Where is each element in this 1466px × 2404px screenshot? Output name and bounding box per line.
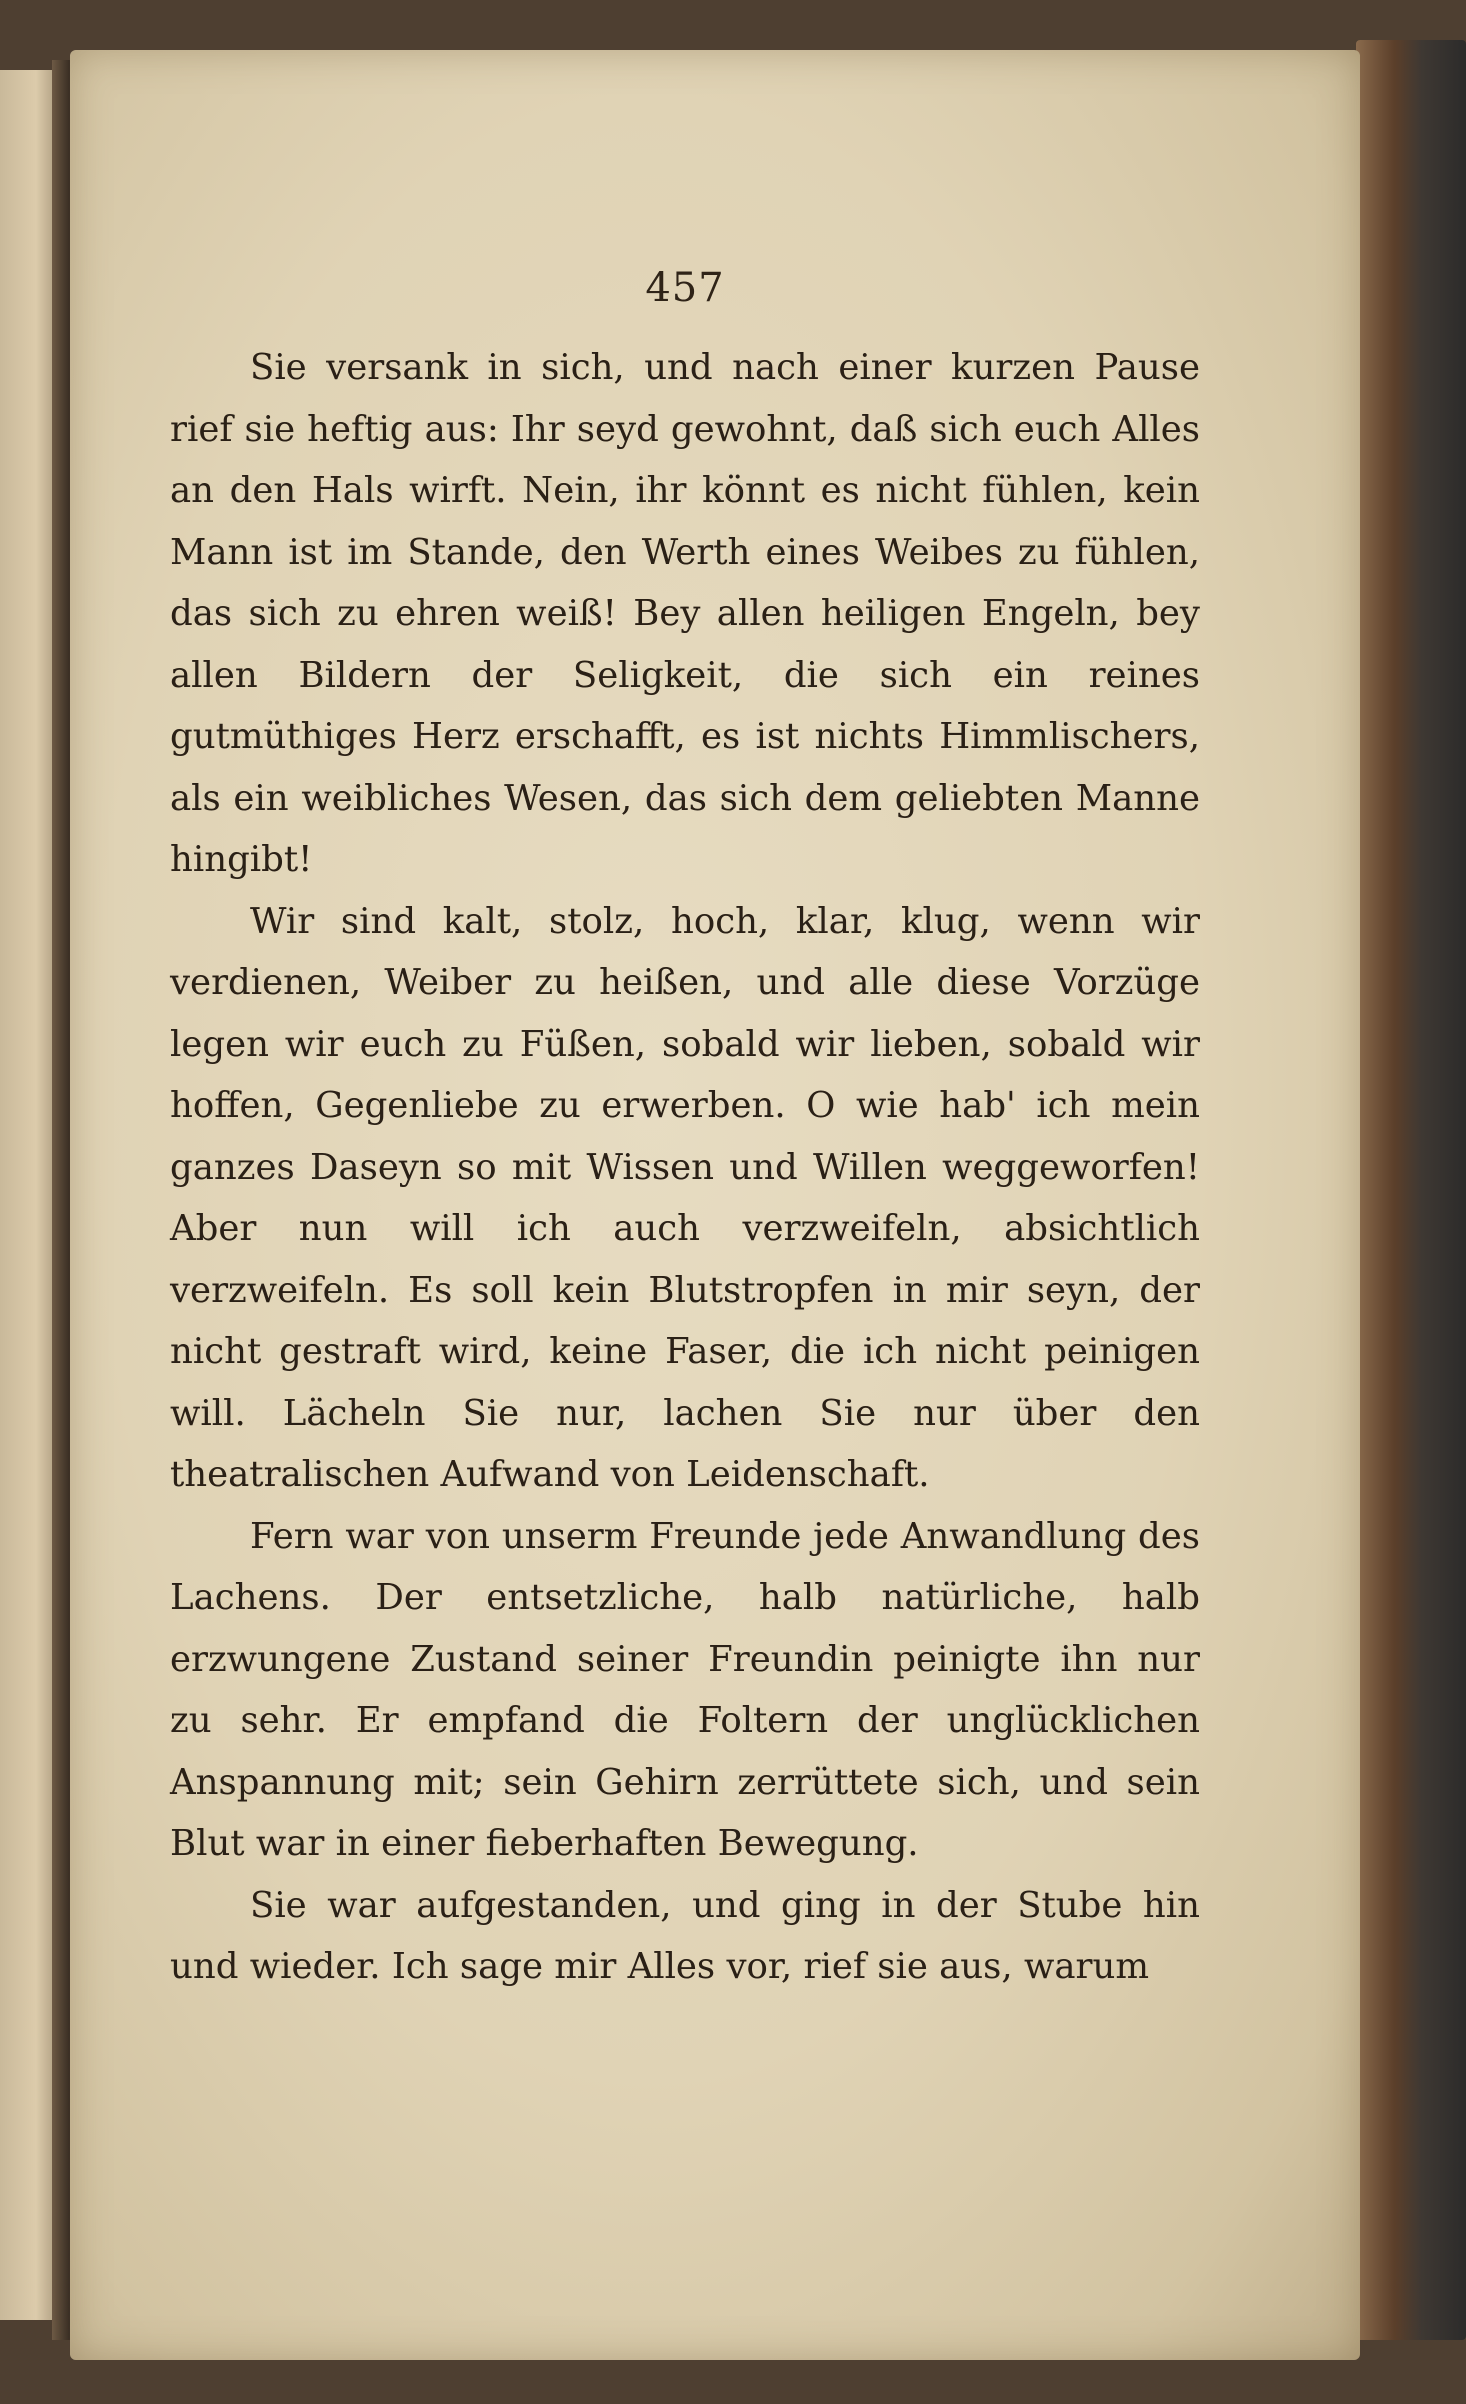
facing-page-edge [0,70,60,2320]
paragraph-3: Fern war von unserm Freunde jede Anwandlung des Lachens. Der entsetzliche, halb natürliche, halb erzwungene Zustand seiner Freundin peinigte ihn nur zu sehr. Er empfand die Foltern der unglücklichen Anspannung mit; sein Gehirn zerrüttete sich, und sein Blut war in einer fieberhaften Bewegung. [170,1515,1200,1864]
page-text-block [170,265,1200,1998]
book-cover-edge [1356,40,1466,2340]
book-page [70,50,1360,2360]
paragraph-1: Sie versank in sich, und nach einer kurzen Pause rief sie heftig aus: Ihr seyd gewohnt, daß sich euch Alles an den Hals wirft. Nein, ihr könnt es nicht fühlen, kein Mann ist im Stande, den Werth eines Weibes zu fühlen, das sich zu ehren weiß! Bey allen heiligen Engeln, bey allen Bildern der Seligkeit, die sich ein reines gutmüthiges Herz erschafft, es ist nichts Himmlischers, als ein weibliches Wesen, das sich dem geliebten Manne hingibt! [170,347,1200,880]
page-number: 457 [645,265,725,311]
paragraph-2: Wir sind kalt, stolz, hoch, klar, klug, wenn wir verdienen, Weiber zu heißen, und alle diese Vorzüge legen wir euch zu Füßen, sobald wir lieben, sobald wir hoffen, Gegenliebe zu erwerben. O wie hab' ich mein ganzes Daseyn so mit Wissen und Willen weggeworfen! Aber nun will ich auch verzweifeln, absichtlich verzweifeln. Es soll kein Blutstropfen in mir seyn, der nicht gestraft wird, keine Faser, die ich nicht peinigen will. Lächeln Sie nur, lachen Sie nur über den theatralischen Aufwand von Leidenschaft. [170,900,1200,1495]
paragraph-4: Sie war aufgestanden, und ging in der Stube hin und wieder. Ich sage mir Alles vor, rief sie aus, warum [170,1884,1200,1987]
